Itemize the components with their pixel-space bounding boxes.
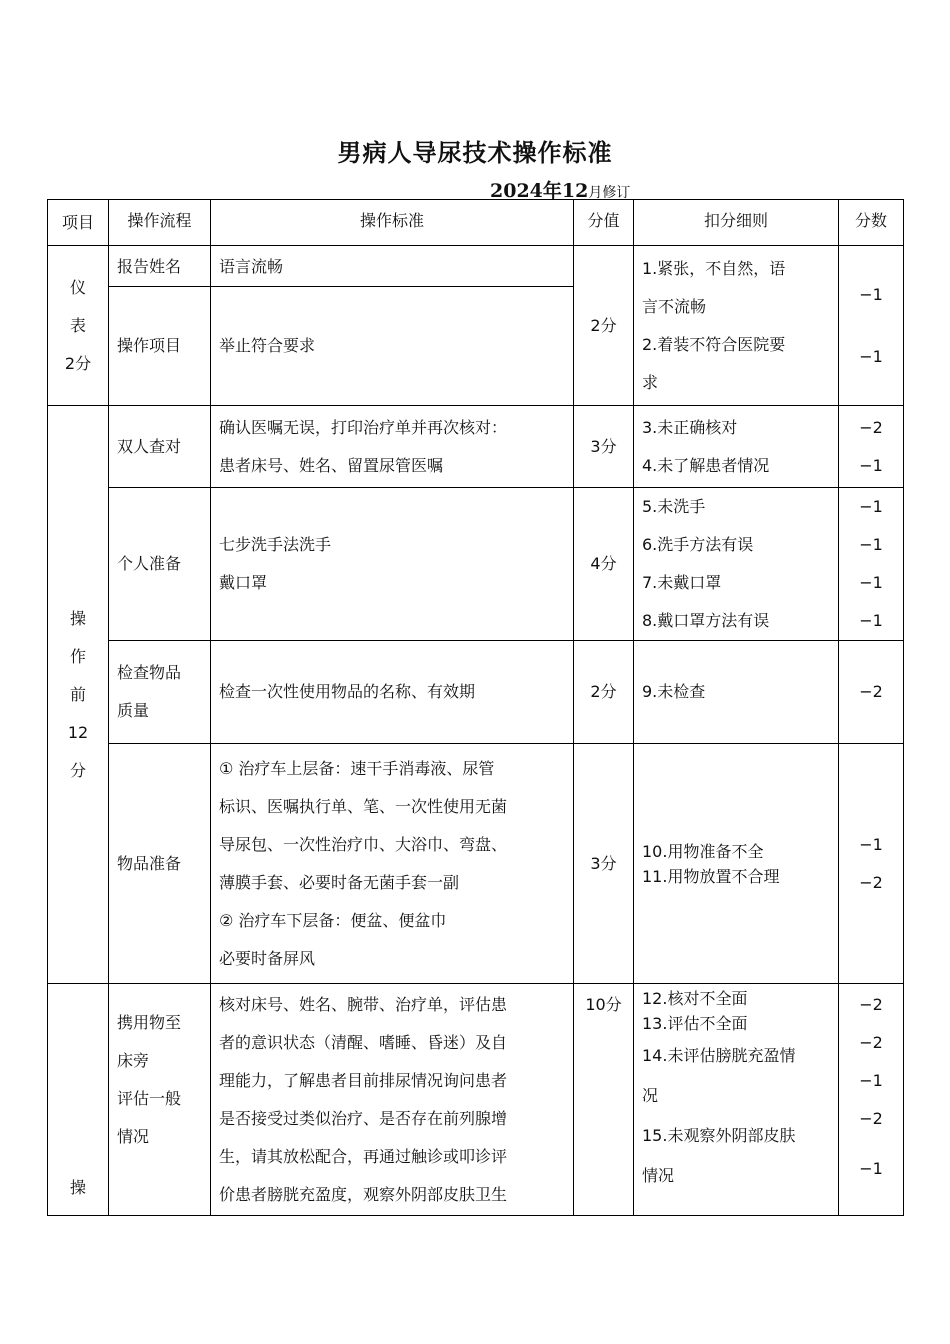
deduction-cell: 5.未洗手 6.洗手方法有误 7.未戴口罩 8.戴口罩方法有误 — [634, 488, 839, 641]
table-row — [48, 406, 904, 488]
standard-cell: ① 治疗车上层备：速干手消毒液、尿管 标识、医嘱执行单、笔、一次性使用无菌 导尿包、一次性治疗巾、大浴巾、弯盘、 薄膜手套、必要时备无菌手套一副 ② 治疗车下层备：便盆、便盆巾 必要时备屏风 — [211, 744, 574, 984]
standards-table — [47, 199, 904, 1216]
standard-cell: 语言流畅 — [211, 246, 574, 287]
revision-year-month: 2024年12 — [490, 180, 589, 202]
score-cell: −2 −2 −1 −2 −1 — [839, 984, 904, 1216]
section-label: 操 — [48, 984, 109, 1216]
points-cell: 3分 — [574, 744, 634, 984]
header-points: 分值 — [574, 200, 634, 246]
standard-cell: 举止符合要求 — [211, 287, 574, 406]
revision-suffix: 月修订 — [588, 185, 631, 201]
table-row — [48, 641, 904, 744]
header-item: 项目 — [48, 200, 109, 246]
header-process: 操作流程 — [109, 200, 211, 246]
score-cell: −2 — [839, 641, 904, 744]
header-row — [48, 200, 904, 246]
standard-cell: 七步洗手法洗手 戴口罩 — [211, 488, 574, 641]
section-label: 操 作 前 12 分 — [48, 406, 109, 984]
deduction-cell: 3.未正确核对 4.未了解患者情况 — [634, 406, 839, 488]
standard-cell: 检查一次性使用物品的名称、有效期 — [211, 641, 574, 744]
points-cell: 4分 — [574, 488, 634, 641]
table-row — [48, 744, 904, 984]
process-cell: 物品准备 — [109, 744, 211, 984]
score-cell: −1 −1 −1 −1 — [839, 488, 904, 641]
score-cell: −1 −1 — [839, 246, 904, 406]
table-row — [48, 984, 904, 1216]
process-cell: 检查物品 质量 — [109, 641, 211, 744]
score-cell: −1 −2 — [839, 744, 904, 984]
points-cell: 2分 — [574, 641, 634, 744]
deduction-cell: 1.紧张，不自然，语 言不流畅 2.着装不符合医院要 求 — [634, 246, 839, 406]
table-row — [48, 488, 904, 641]
score-cell: −2 −1 — [839, 406, 904, 488]
standard-cell: 确认医嘱无误，打印治疗单并再次核对： 患者床号、姓名、留置尿管医嘱 — [211, 406, 574, 488]
deduction-cell: 10.用物准备不全 11.用物放置不合理 — [634, 744, 839, 984]
header-deduction: 扣分细则 — [634, 200, 839, 246]
deduction-cell: 9.未检查 — [634, 641, 839, 744]
process-cell: 携用物至 床旁 评估一般 情况 — [109, 984, 211, 1216]
header-score: 分数 — [839, 200, 904, 246]
points-cell: 10分 — [574, 984, 634, 1216]
section-label: 仪 表 2分 — [48, 246, 109, 406]
points-cell: 2分 — [574, 246, 634, 406]
process-cell: 报告姓名 — [109, 246, 211, 287]
points-cell: 3分 — [574, 406, 634, 488]
deduction-cell: 12.核对不全面 13.评估不全面 14.未评估膀胱充盈情 况 15.未观察外阴部皮肤 情况 — [634, 984, 839, 1216]
process-cell: 双人查对 — [109, 406, 211, 488]
table-row — [48, 246, 904, 287]
header-standard: 操作标准 — [211, 200, 574, 246]
document-title: 男病人导尿技术操作标准 — [337, 138, 613, 167]
process-cell: 个人准备 — [109, 488, 211, 641]
standard-cell: 核对床号、姓名、腕带、治疗单，评估患 者的意识状态（清醒、嗜睡、昏迷）及自 理能力，了解患者目前排尿情况询问患者 是否接受过类似治疗、是否存在前列腺增 生，请其放松配合，再通过触诊或叩诊评 价患者膀胱充盈度，观察外阴部皮肤卫生 — [211, 984, 574, 1216]
process-cell: 操作项目 — [109, 287, 211, 406]
